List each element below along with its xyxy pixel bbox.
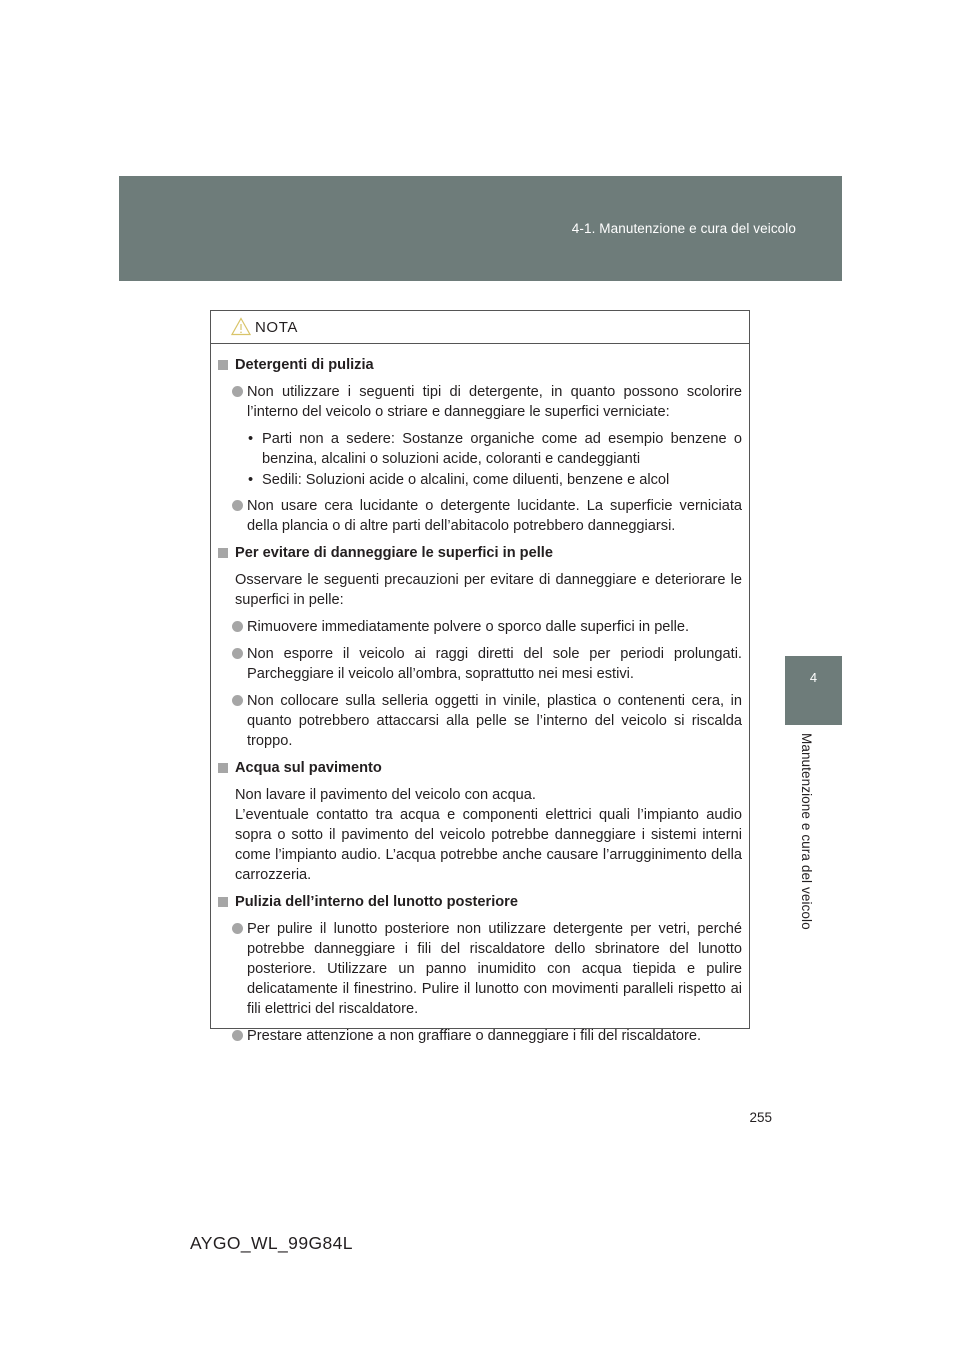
square-bullet-icon	[218, 548, 228, 558]
list-item: Prestare attenzione a non graffiare o danneggiare i fili del riscaldatore.	[217, 1026, 742, 1046]
round-bullet-icon	[232, 500, 243, 511]
list-item: Rimuovere immediatamente polvere o sporco dalle superfici in pelle.	[217, 617, 742, 637]
sub-list	[217, 429, 742, 490]
sub-list-item: • Sedili: Soluzioni acide o alcalini, come diluenti, benzene e alcol	[248, 472, 670, 488]
round-bullet-icon	[232, 1030, 243, 1041]
square-bullet-icon	[218, 763, 228, 773]
sub-list-item: • Parti non a sedere: Sostanze organiche come ad esempio benzene o benzina, alcalini o soluzioni acide, coloranti e candeggianti	[248, 431, 742, 467]
chapter-tab	[785, 656, 842, 725]
section-header-title: 4-1. Manutenzione e cura del veicolo	[571, 221, 796, 236]
round-bullet-icon	[232, 386, 243, 397]
notice-title: NOTA	[255, 319, 298, 336]
notice-content	[211, 344, 749, 1046]
paragraph: Osservare le seguenti precauzioni per evitare di danneggiare e deteriorare le superfici in pelle:	[235, 572, 742, 608]
section-title-detergenti: Detergenti di pulizia	[217, 355, 742, 375]
round-bullet-icon	[232, 695, 243, 706]
round-bullet-icon	[232, 923, 243, 934]
list-item: Per pulire il lunotto posteriore non utilizzare detergente per vetri, perché potrebbe danneggiare i fili del riscaldatore dello sbrinatore del lunotto posteriore. Utilizzare un panno inumidito con acqua tiepida e pulire delicatamente il finestrino. Pulire il lunotto con movimenti paralleli rispetto ai fili elettrici del riscaldatore.	[217, 919, 742, 1019]
notice-box	[210, 310, 750, 1044]
document-code: AYGO_WL_99G84L	[190, 1233, 353, 1253]
chapter-number: 4	[809, 670, 818, 685]
round-bullet-icon	[232, 648, 243, 659]
list-item: Non utilizzare i seguenti tipi di detergente, in quanto possono scolorire l’interno del veicolo o striare e danneggiare le superfici verniciate:	[217, 382, 742, 422]
page-number: 255	[749, 1110, 772, 1125]
section-title-acqua: Acqua sul pavimento	[217, 758, 742, 778]
section-title-pelle: Per evitare di danneggiare le superfici in pelle	[217, 543, 742, 563]
paragraph: Non lavare il pavimento del veicolo con acqua. L’eventuale contatto tra acqua e componenti elettrici quali l’impianto audio sopra o sotto il pavimento del veicolo potrebbe danneggiare i sistemi interni come l’impianto audio. L’acqua potrebbe anche causare l’arrugginimento della carrozzeria.	[235, 787, 742, 883]
section-title-lunotto: Pulizia dell’interno del lunotto posteriore	[217, 892, 742, 912]
square-bullet-icon	[218, 897, 228, 907]
warning-icon	[231, 317, 251, 336]
chapter-side-label: Manutenzione e cura del veicolo	[799, 733, 814, 930]
round-bullet-icon	[232, 621, 243, 632]
small-bullet-icon: •	[248, 431, 254, 447]
small-bullet-icon: •	[248, 472, 254, 488]
notice-header	[211, 311, 749, 344]
list-item: Non collocare sulla selleria oggetti in vinile, plastica o contenenti cera, in quanto potrebbero attaccarsi alla pelle se l’interno del veicolo si riscalda troppo.	[217, 691, 742, 751]
list-item: Non usare cera lucidante o detergente lucidante. La superficie verniciata della plancia o di altre parti dell’abitacolo potrebbero danneggiarsi.	[217, 496, 742, 536]
square-bullet-icon	[218, 360, 228, 370]
list-item: Non esporre il veicolo ai raggi diretti del sole per periodi prolungati. Parcheggiare il veicolo all’ombra, soprattutto nei mesi estivi.	[217, 644, 742, 684]
